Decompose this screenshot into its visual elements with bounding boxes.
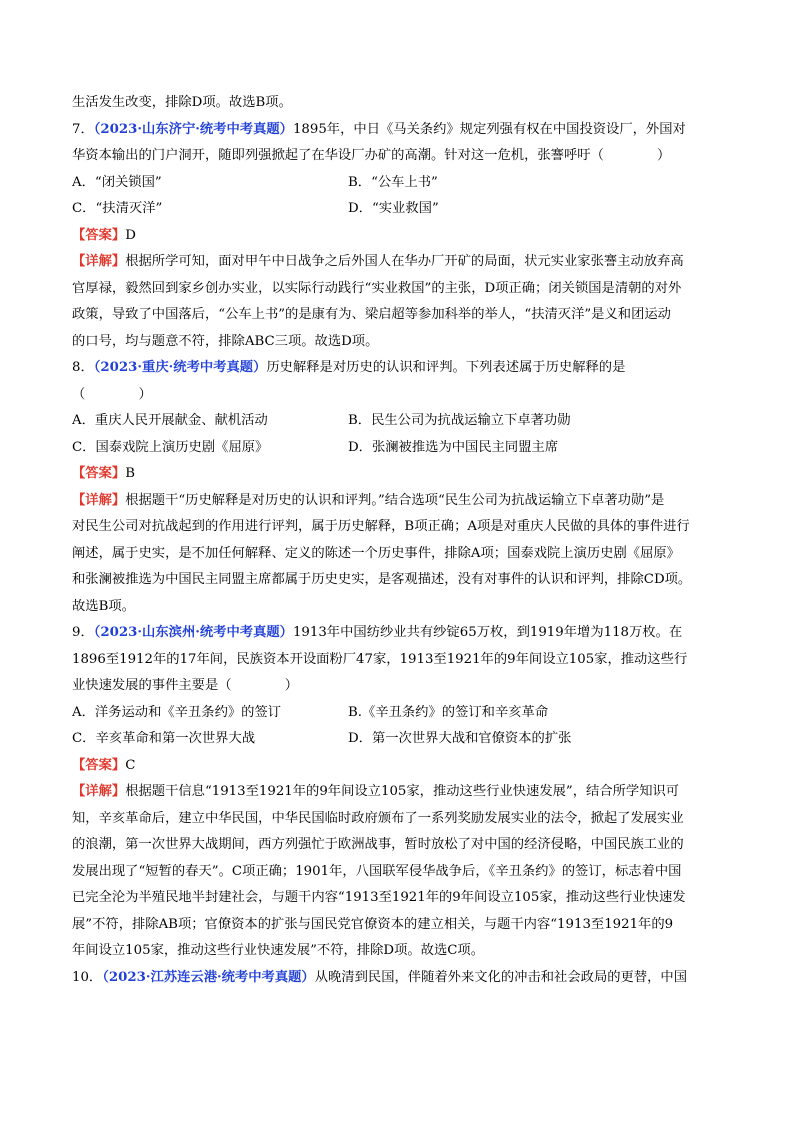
question-source: 2023·山东滨州·统考中考真题 [100,625,280,640]
detail-label: 【详解】 [72,492,126,508]
detail-text: 的口号，均与题意不符，排除ABC三项。故选D项。 [72,333,379,349]
detail-text: 官厚禄，毅然回到家乡创办实业，以实际行动践行“实业救国”的主张，D项正确；闭关锁国是清朝的对外 [72,280,682,296]
option-d: D．“实业救国” [348,201,439,216]
option-d: D．张澜被推选为中国民主同盟主席 [348,439,559,455]
question-stem: 从晚清到民国，伴随着外来文化的冲击和社会政局的更替，中国 [314,969,688,985]
question-number: 7． [72,121,94,137]
option-a: A．“闭关锁国” [72,174,162,190]
detail-text: 根据题干“历史解释是对历史的认识和评判。”结合选项“民生公司为抗战运输立下卓著功勋”是 [125,492,665,508]
question-7: 7．（2023·山东济宁·统考中考真题）1895年，中日《马关条约》规定列强有权在中国投资设厂，外国对 华资本输出的门户洞开，随即列强掀起了在华设厂办矿的高潮。针对这一危机，张謇呼吁（ ） A．“闭关锁国” B．“公车上书” C．“扶清灭洋” D．“实业救国” 【答案】D 【详解】根据所学可知，面对甲午中日战争之后外国人在华办厂开矿的局面，状元实业家张謇主动放弃高 官厚禄，毅然回到家乡创办实业，以实际行动践行“实业救国”的主张，D项正确；闭关锁国是清朝的对外 政策，导致了中国落后，“公车上书”的是康有为、梁启超等参加科举的举人，“扶清灭洋”是义和团运动 的口号，均与题意不符，排除ABC三项。故选D项。 [72,117,728,356]
detail-text: 阐述，属于史实，是不加任何解释、定义的陈述一个历史事件，排除A项；国泰戏院上演历史剧《屈原》 [72,545,680,561]
question-stem: （ ） [72,386,152,402]
question-9: 9．（2023·山东滨州·统考中考真题）1913年中国纺纱业共有纱锭65万枚，到1919年增为118万枚。在 1896至1912年的17年间，民族资本开设面粉厂47家，1913至1921年的9年间设立105家，推动这些行 业快速发展的事件主要是（ ） A．洋务运动和《辛丑条约》的签订 B.《辛丑条约》的签订和辛亥革命 C．辛亥革命和第一次世界大战 D．第一次世界大战和官僚资本的扩张 【答案】C 【详解】根据题干信息“1913至1921年的9年间设立105家，推动这些行业快速发展”，结合所学知识可 知，辛亥革命后，建立中华民国，中华民国临时政府颁布了一系列奖励发展实业的法令，掀起了发展实业 的浪潮，第一次世界大战期间，西方列强忙于欧洲战事，暂时放松了对中国的经济侵略，中国民族工业的 发展出现了“短暂的春天”。C项正确；1901年，八国联军侵华战争后，《辛丑条约》的签订，标志着中国 已完全沦为半殖民地半封建社会，与题干内容“1913至1921年的9年间设立105家，推动这些行业快速发 展”不符，排除AB项；官僚资本的扩张与国民党官僚资本的建立相关，与题干内容“1913至1921年的9 年间设立105家，推动这些行业快速发展”不符，排除D项。故选C项。 [72,620,728,965]
option-c: C．“扶清灭洋” [72,201,163,216]
detail-text: 知，辛亥革命后，建立中华民国，中华民国临时政府颁布了一系列奖励发展实业的法令，掀起了发展实业 [72,810,684,826]
question-number: 10． [72,969,103,985]
detail-text: 政策，导致了中国落后，“公车上书”的是康有为、梁启超等参加科举的举人，“扶清灭洋”是义和团运动 [72,307,671,322]
option-b: B．民生公司为抗战运输立下卓著功勋 [348,413,571,428]
question-stem: 1895年，中日《马关条约》规定列强有权在中国投资设厂，外国对 [292,121,686,137]
question-source: 2023·江苏连云港·统考中考真题 [108,969,302,985]
answer-value: C [125,757,136,773]
detail-text: 故选B项。 [72,598,135,614]
question-8: 8．（2023·重庆·统考中考真题）历史解释是对历史的认识和评判。下列表述属于历史解释的是 （ ） A．重庆人民开展献金、献机活动 B．民生公司为抗战运输立下卓著功勋 C．国泰戏院上演历史剧《屈原》 D．张澜被推选为中国民主同盟主席 【答案】B 【详解】根据题干“历史解释是对历史的认识和评判。”结合选项“民生公司为抗战运输立下卓著功勋”是 对民生公司对抗战起到的作用进行评判，属于历史解释，B项正确；A项是对重庆人民做的具体的事件进行 阐述，属于史实，是不加任何解释、定义的陈述一个历史事件，排除A项；国泰戏院上演历史剧《屈原》 和张澜被推选为中国民主同盟主席都属于历史史实，是客观描述，没有对事件的认识和评判，排除CD项。 故选B项。 [72,355,728,620]
answer-label: 【答案】 [72,757,126,773]
option-b: B.《辛丑条约》的签订和辛亥革命 [348,704,549,720]
answer-value: D [125,227,136,243]
detail-text: 年间设立105家，推动这些行业快速发展”不符，排除D项。故选C项。 [72,943,485,958]
option-b: B．“公车上书” [348,174,438,190]
detail-text: 根据题干信息“1913至1921年的9年间设立105家，推动这些行业快速发展”，结合所学知识可 [125,784,680,799]
detail-text: 的浪潮，第一次世界大战期间，西方列强忙于欧洲战事，暂时放松了对中国的经济侵略，中国民族工业的 [72,837,684,852]
detail-label: 【详解】 [72,254,126,269]
answer-label: 【答案】 [72,227,126,243]
detail-text: 和张澜被推选为中国民主同盟主席都属于历史史实，是客观描述，没有对事件的认识和评判，排除CD项。 [72,572,692,587]
question-stem: 1913年中国纺纱业共有纱锭65万枚，到1919年增为118万枚。在 [292,625,683,640]
question-10: 10．（2023·江苏连云港·统考中考真题）从晚清到民国，伴随着外来文化的冲击和社会政局的更替，中国 [72,969,688,985]
detail-text: 已完全沦为半殖民地半封建社会，与题干内容“1913至1921年的9年间设立105家，推动这些行业快速发 [72,890,686,905]
question-stem: 1896至1912年的17年间，民族资本开设面粉厂47家，1913至1921年的9年间设立105家，推动这些行 [72,651,688,667]
question-source: 2023·重庆·统考中考真题 [100,360,254,375]
question-stem: 华资本输出的门户洞开，随即列强掀起了在华设厂办矿的高潮。针对这一危机，张謇呼吁（ ） [72,148,671,163]
option-c: C．国泰戏院上演历史剧《屈原》 [72,439,269,455]
option-a: A．洋务运动和《辛丑条约》的签订 [72,704,282,720]
question-stem: 业快速发展的事件主要是（ ） [72,678,299,693]
question-source: 2023·山东济宁·统考中考真题 [100,121,280,137]
document-page [72,90,728,991]
detail-text: 展”不符，排除AB项；官僚资本的扩张与国民党官僚资本的建立相关，与题干内容“1913至1921年的9 [72,916,674,932]
option-a: A．重庆人民开展献金、献机活动 [72,413,268,428]
text-line: 生活发生改变，排除D项。故选B项。 [72,95,292,110]
question-stem: 历史解释是对历史的认识和评判。下列表述属于历史解释的是 [266,360,626,375]
detail-label: 【详解】 [72,784,126,799]
detail-text: 发展出现了“短暂的春天”。C项正确；1901年，八国联军侵华战争后，《辛丑条约》的签订，标志着中国 [72,863,682,879]
option-c: C．辛亥革命和第一次世界大战 [72,731,256,746]
answer-label: 【答案】 [72,466,126,481]
question-number: 8． [72,360,94,375]
detail-text: 对民生公司对抗战起到的作用进行评判，属于历史解释，B项正确；A项是对重庆人民做的具体的事件进行 [72,519,690,534]
question-number: 9． [72,625,94,640]
detail-text: 根据所学可知，面对甲午中日战争之后外国人在华办厂开矿的局面，状元实业家张謇主动放弃高 [125,254,684,269]
answer-value: B [125,466,135,481]
option-d: D．第一次世界大战和官僚资本的扩张 [348,731,572,746]
